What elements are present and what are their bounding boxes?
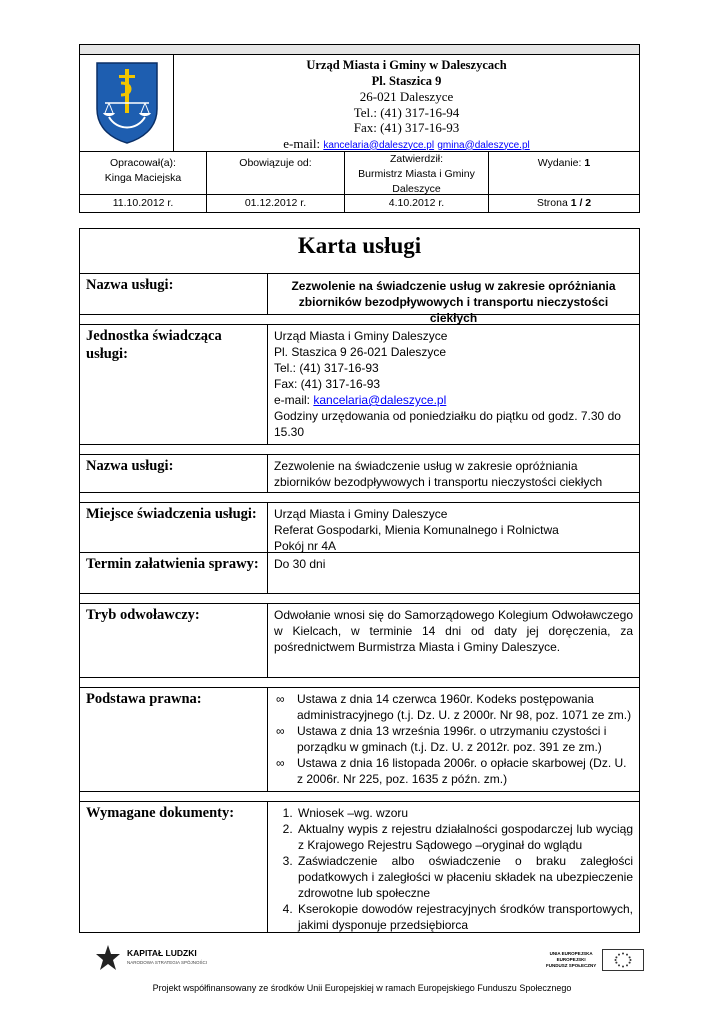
service-name-label: Nazwa usługi: <box>80 274 268 314</box>
kl-logo-title: KAPITAŁ LUDZKI <box>127 948 197 958</box>
kapital-ludzki-logo <box>94 943 207 973</box>
prepared-label: Opracował(a): <box>110 157 176 169</box>
eu-line1: UNIA EUROPEJSKA <box>549 951 593 956</box>
legal-basis-label: Podstawa prawna: <box>80 688 268 791</box>
unit-line4: Fax: (41) 317-16-93 <box>274 377 381 391</box>
deadline-value: Do 30 dni <box>274 557 326 571</box>
office-email-label: e-mail: <box>283 135 321 151</box>
eu-flag-icon <box>602 949 644 971</box>
footer-cofinancing-text: Projekt współfinansowany ze środków Unii Europejskiej w ramach Europejskiego Funduszu Społecznego <box>152 983 572 993</box>
place-value <box>268 503 639 552</box>
edition-value: 1 <box>584 157 591 169</box>
unit-line1: Urząd Miasta i Gminy Daleszyce <box>274 329 448 343</box>
header-top-bar <box>80 45 639 55</box>
unit-email-line <box>274 392 633 408</box>
approved-label: Zatwierdził: <box>389 153 444 165</box>
office-fax: Fax: (41) 317-16-93 <box>353 120 460 135</box>
deadline-label: Termin załatwienia sprawy: <box>80 553 268 593</box>
row-gap <box>80 678 639 688</box>
row-unit <box>80 325 639 445</box>
appeal-label: Tryb odwoławczy: <box>80 604 268 677</box>
required-documents-label: Wymagane dokumenty: <box>80 802 268 932</box>
coat-of-arms-logo <box>80 55 174 151</box>
service-name-2-value: Zezwolenie na świadczenie usług w zakresie opróżniania zbiorników bezodpływowych i transportu nieczystości ciekłych <box>274 459 603 489</box>
footer-logos <box>94 943 646 977</box>
office-tel: Tel.: (41) 317-16-94 <box>353 104 460 120</box>
edition-label: Wydanie: <box>537 157 582 169</box>
row-service-name <box>80 274 639 325</box>
effective-label: Obowiązuje od: <box>239 157 312 169</box>
row-place <box>80 503 639 553</box>
legal-basis-list <box>274 691 633 787</box>
place-line2: Referat Gospodarki, Mienia Komunalnego i Rolnictwa <box>274 523 559 537</box>
eu-line3: FUNDUSZ SPOŁECZNY <box>546 963 597 968</box>
service-name-value: Zezwolenie na świadczenie usług w zakresie opróżniania zbiorników bezodpływowych i transportu nieczystości ciekłych <box>291 279 616 325</box>
unit-value <box>268 325 639 444</box>
office-address-block <box>174 55 639 151</box>
office-name: Urząd Miasta i Gminy w Daleszycach <box>306 58 507 72</box>
approved-date: 4.10.2012 r. <box>345 195 489 212</box>
kl-logo-subtitle: NARODOWA STRATEGIA SPÓJNOŚCI <box>127 960 208 965</box>
row-gap <box>80 792 639 802</box>
office-postal: 26-021 Daleszyce <box>359 89 454 104</box>
row-service-name-2 <box>80 455 639 493</box>
document-header <box>79 44 640 213</box>
required-documents-list <box>274 805 633 933</box>
document-item: 2. Aktualny wypis z rejestru działalności gospodarczej lub wyciąg z Krajowego Rejestru Sądowego –oryginał do wglądu <box>296 821 633 853</box>
unit-label: Jednostka świadcząca usługi: <box>80 325 268 444</box>
edition-cell <box>489 152 639 194</box>
office-street: Pl. Staszica 9 <box>371 73 442 88</box>
row-gap <box>80 493 639 503</box>
unit-email-link[interactable]: kancelaria@daleszyce.pl <box>313 393 447 407</box>
email-link-gmina[interactable]: gmina@daleszyce.pl <box>437 139 530 151</box>
unit-line3: Tel.: (41) 317-16-93 <box>274 361 379 375</box>
legal-basis-item: ∞ Ustawa z dnia 16 listopada 2006r. o opłacie skarbowej (Dz. U. z 2006r. Nr 225, poz. 1635 z późn. zm.) <box>274 755 633 787</box>
kapital-ludzki-icon <box>94 943 122 973</box>
row-gap <box>80 445 639 455</box>
legal-basis-value <box>268 688 639 791</box>
place-line1: Urząd Miasta i Gminy Daleszyce <box>274 507 448 521</box>
email-link-kancelaria[interactable]: kancelaria@daleszyce.pl <box>323 139 435 151</box>
prepared-name: Kinga Maciejska <box>104 172 182 184</box>
approved-cell <box>345 152 489 194</box>
legal-basis-item: ∞ Ustawa z dnia 13 września 1996r. o utrzymaniu czystości i porządku w gminach (t.j. Dz. U. z 2012r. poz. 391 ze zm.) <box>274 723 633 755</box>
prepared-date: 11.10.2012 r. <box>80 195 207 212</box>
unit-hours: Godziny urzędowania od poniedziałku do piątku od godz. 7.30 do 15.30 <box>274 409 621 439</box>
row-legal-basis <box>80 688 639 792</box>
row-appeal <box>80 604 639 678</box>
prepared-by-cell <box>80 152 207 194</box>
effective-date: 01.12.2012 r. <box>207 195 345 212</box>
row-gap <box>80 594 639 604</box>
service-card <box>79 228 640 933</box>
page-value: 1 / 2 <box>570 197 592 209</box>
place-label: Miejsce świadczenia usługi: <box>80 503 268 552</box>
legal-basis-item: ∞ Ustawa z dnia 14 czerwca 1960r. Kodeks postępowania administracyjnego (t.j. Dz. U. z 2000r. Nr 98, poz. 1071 ze zm.) <box>274 691 633 723</box>
row-deadline <box>80 553 639 594</box>
card-title: Karta usługi <box>80 229 639 274</box>
row-gap <box>80 315 639 325</box>
eu-line2: EUROPEJSKI <box>556 957 586 962</box>
required-documents-value <box>268 802 639 932</box>
approved-name: Burmistrz Miasta i Gminy Daleszyce <box>358 168 475 195</box>
place-line3: Pokój nr 4A <box>274 539 337 553</box>
page-number-cell <box>489 195 639 212</box>
document-item: 4. Kserokopie dowodów rejestracyjnych środków transportowych, jakimi dysponuje przedsiębiorca <box>296 901 633 933</box>
unit-line2: Pl. Staszica 9 26-021 Daleszyce <box>274 345 447 359</box>
coat-of-arms-icon <box>95 61 159 145</box>
row-required-documents <box>80 802 639 932</box>
eu-text-logo <box>546 951 596 969</box>
unit-email-label: e-mail: <box>274 393 311 407</box>
document-item: 1. Wniosek –wg. wzoru <box>296 805 633 821</box>
page-label: Strona <box>536 197 568 209</box>
service-name-2-label: Nazwa usługi: <box>80 455 268 492</box>
document-item: 3. Zaświadczenie albo oświadczenie o braku zaległości podatkowych i zaległości w płaceniu składek na ubezpieczenie zdrowotne lub społeczne <box>296 853 633 901</box>
appeal-value: Odwołanie wnosi się do Samorządowego Kolegium Odwoławczego w Kielcach, w terminie 14 dni od daty jej doręczenia, za pośrednictwem Burmistrza Miasta i Gminy Daleszyce. <box>274 608 633 654</box>
office-email-line <box>174 136 639 154</box>
effective-cell <box>207 152 345 194</box>
